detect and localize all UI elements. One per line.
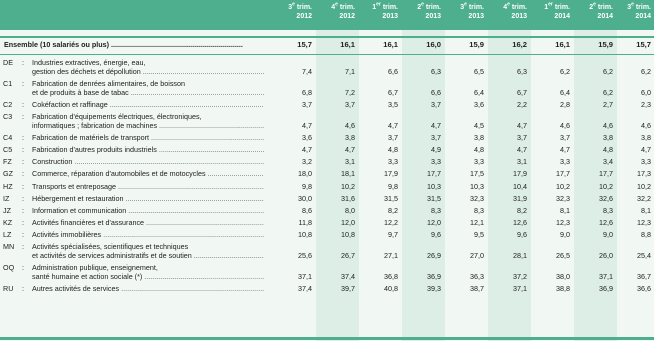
sector-label-line: Fabrication d'autres produits industriels .....: [32, 145, 264, 154]
value-cell: 9,5: [474, 229, 484, 239]
quarter-word: trim.: [337, 4, 355, 11]
value-cell: 4,7: [388, 121, 398, 131]
value-cell: 27,1: [384, 251, 398, 260]
value-cell: 4,7: [517, 121, 527, 131]
value-cell: 25,4: [637, 251, 651, 260]
separator-colon: :: [22, 145, 24, 155]
sector-label: [32, 218, 264, 227]
separator-colon: :: [22, 193, 24, 203]
separator-colon: :: [22, 112, 24, 122]
table-row: [0, 169, 654, 181]
value-cell: 6,7: [517, 88, 527, 97]
column-header-year: 2013: [468, 12, 484, 20]
value-cell: 31,9: [513, 193, 527, 203]
value-cell: 17,7: [427, 169, 441, 179]
value-cell: 3,7: [388, 133, 398, 143]
sector-code: KZ: [3, 217, 13, 227]
value-cell: 39,3: [427, 284, 441, 293]
value-cell: 16,0: [426, 40, 441, 49]
value-cell: 3,1: [345, 157, 355, 167]
bottom-rule: [0, 337, 654, 340]
value-cell: 26,9: [427, 251, 441, 260]
separator-colon: :: [22, 58, 24, 67]
value-cell: 10,2: [599, 181, 613, 191]
sector-label: [32, 263, 264, 281]
table-row: [0, 100, 654, 112]
sector-label: [32, 182, 264, 191]
sector-label-line: Activités spécialisées, scientifiques et techniques: [32, 242, 189, 251]
value-cell: 15,9: [598, 40, 613, 49]
quarter-suffix: e: [631, 1, 634, 8]
value-cell: 4,8: [603, 145, 613, 155]
separator-colon: :: [22, 79, 24, 88]
sector-code: IZ: [3, 193, 10, 203]
sector-label-line: Construction .....: [32, 157, 264, 166]
value-cell: 17,9: [384, 169, 398, 179]
column-header: [358, 1, 398, 30]
sector-code: LZ: [3, 229, 12, 239]
column-header-year: 2014: [597, 12, 613, 20]
value-cell: 7,4: [302, 67, 312, 76]
value-cell: 25,6: [298, 251, 312, 260]
value-cell: 26,0: [599, 251, 613, 260]
quarter-word: trim.: [466, 4, 484, 11]
sector-label: [32, 112, 264, 130]
total-rule: [0, 54, 654, 55]
column-header-year: 2013: [382, 12, 398, 20]
value-cell: 12,0: [427, 217, 441, 227]
sector-label-line: informatiques ; fabrication de machines .....: [32, 121, 264, 130]
value-cell: 3,6: [474, 100, 484, 109]
table-row: [0, 145, 654, 157]
quarter-suffix: e: [292, 1, 295, 8]
value-cell: 36,8: [384, 272, 398, 281]
value-cell: 8,8: [641, 229, 651, 239]
value-cell: 4,7: [345, 145, 355, 155]
value-cell: 9,8: [302, 181, 312, 191]
sector-label-line: Industries extractives, énergie, eau,: [32, 58, 146, 67]
quarter-number: 3: [627, 4, 632, 11]
value-cell: 6,6: [388, 67, 398, 76]
value-cell: 17,9: [513, 169, 527, 179]
value-cell: 18,1: [341, 169, 355, 179]
value-cell: 4,7: [641, 145, 651, 155]
value-cell: 3,8: [474, 133, 484, 143]
sector-label-line: et de produits à base de tabac .....: [32, 88, 264, 97]
table-row: [0, 194, 654, 206]
sector-label: [32, 242, 264, 260]
sector-code: C3: [3, 112, 13, 122]
column-header-quarter: [417, 1, 441, 11]
value-cell: 10,4: [513, 181, 527, 191]
value-cell: 3,8: [641, 133, 651, 143]
quarter-suffix: er: [376, 1, 381, 8]
separator-colon: :: [22, 263, 24, 272]
quarter-number: 2: [417, 4, 422, 11]
quarter-word: trim.: [595, 4, 613, 11]
column-header-quarter: [460, 1, 484, 11]
value-cell: 28,1: [513, 251, 527, 260]
column-header: [315, 1, 355, 30]
sector-label-line: Fabrication d'équipements électriques, électroniques,: [32, 112, 202, 122]
sector-label-line: Activités financières et d'assurance .....: [32, 218, 264, 227]
sector-label-line: Information et communication .....: [32, 206, 264, 215]
sector-label-line: Fabrication de matériels de transport .....: [32, 133, 264, 142]
value-cell: 38,0: [556, 272, 570, 281]
total-label: Ensemble (10 salariés ou plus) ..................................................................: [4, 40, 243, 49]
sector-label-line: Administration publique, enseignement,: [32, 263, 158, 272]
quarter-suffix: e: [507, 1, 510, 8]
sector-label-line: et activités de services administratifs et de soutien .....: [32, 251, 264, 260]
value-cell: 6,6: [431, 88, 441, 97]
value-cell: 17,3: [637, 169, 651, 179]
value-cell: 11,8: [298, 217, 312, 227]
quarter-suffix: e: [421, 1, 424, 8]
value-cell: 7,2: [345, 88, 355, 97]
separator-colon: :: [22, 217, 24, 227]
table-row: [0, 182, 654, 194]
value-cell: 16,2: [512, 40, 527, 49]
value-cell: 39,7: [341, 284, 355, 293]
value-cell: 9,6: [431, 229, 441, 239]
value-cell: 17,7: [599, 169, 613, 179]
value-cell: 8,1: [641, 205, 651, 215]
table-row: [0, 112, 654, 133]
quarter-suffix: e: [464, 1, 467, 8]
value-cell: 3,7: [431, 100, 441, 109]
value-cell: 26,7: [341, 251, 355, 260]
column-header-quarter: [331, 1, 355, 11]
sector-label-line: santé humaine et action sociale (*) .....: [32, 272, 264, 281]
value-cell: 6,2: [641, 67, 651, 76]
value-cell: 31,5: [384, 193, 398, 203]
value-cell: 4,7: [302, 121, 312, 131]
header-rule: [0, 36, 654, 38]
value-cell: 17,7: [556, 169, 570, 179]
value-cell: 8,6: [302, 205, 312, 215]
sector-label-line: Autres activités de services .....: [32, 284, 264, 293]
value-cell: 31,5: [427, 193, 441, 203]
value-cell: 31,6: [341, 193, 355, 203]
separator-colon: :: [22, 284, 24, 293]
value-cell: 4,8: [388, 145, 398, 155]
table-row: [0, 157, 654, 169]
value-cell: 15,7: [297, 40, 312, 49]
sector-label: [32, 58, 264, 76]
sector-code: HZ: [3, 181, 13, 191]
value-cell: 3,7: [560, 133, 570, 143]
value-cell: 15,7: [636, 40, 651, 49]
separator-colon: :: [22, 133, 24, 143]
value-cell: 3,2: [302, 157, 312, 167]
sector-label-line: Cokéfaction et raffinage .....: [32, 100, 264, 109]
value-cell: 3,4: [603, 157, 613, 167]
column-header-quarter: [288, 1, 312, 11]
value-cell: 37,1: [298, 272, 312, 281]
value-cell: 30,0: [298, 193, 312, 203]
value-cell: 36,7: [637, 272, 651, 281]
value-cell: 4,6: [560, 121, 570, 131]
value-cell: 36,6: [637, 284, 651, 293]
table-row: [0, 284, 654, 296]
table-row: [0, 242, 654, 263]
column-header-quarter: [372, 1, 398, 11]
quarter-number: 4: [331, 4, 336, 11]
value-cell: 4,8: [474, 145, 484, 155]
value-cell: 10,2: [341, 181, 355, 191]
value-cell: 3,6: [302, 133, 312, 143]
sector-label-line: Transports et entreposage .....: [32, 182, 264, 191]
sector-code: C4: [3, 133, 13, 143]
quarter-word: trim.: [294, 4, 312, 11]
value-cell: 36,9: [599, 284, 613, 293]
separator-colon: :: [22, 242, 24, 251]
value-cell: 3,8: [345, 133, 355, 143]
value-cell: 2,3: [641, 100, 651, 109]
sector-label-line: Hébergement et restauration .....: [32, 194, 264, 203]
value-cell: 4,5: [474, 121, 484, 131]
sector-code: C2: [3, 100, 13, 109]
value-cell: 4,7: [431, 121, 441, 131]
column-header-year: 2013: [425, 12, 441, 20]
value-cell: 8,3: [431, 205, 441, 215]
table-row: [0, 79, 654, 100]
value-cell: 38,8: [556, 284, 570, 293]
value-cell: 3,8: [603, 133, 613, 143]
quarter-number: 3: [288, 4, 293, 11]
value-cell: 12,6: [513, 217, 527, 227]
sector-code: C5: [3, 145, 13, 155]
column-header: [272, 1, 312, 30]
separator-colon: :: [22, 100, 24, 109]
column-header-year: 2014: [554, 12, 570, 20]
sector-code: OQ: [3, 263, 15, 272]
quarter-suffix: er: [548, 1, 553, 8]
column-header-quarter: [503, 1, 527, 11]
sector-label-line: Activités immobilières .....: [32, 230, 264, 239]
value-cell: 8,0: [345, 205, 355, 215]
value-cell: 6,3: [431, 67, 441, 76]
value-cell: 6,2: [560, 67, 570, 76]
column-header: [401, 1, 441, 30]
separator-colon: :: [22, 157, 24, 167]
sector-label: [32, 169, 264, 178]
value-cell: 8,3: [603, 205, 613, 215]
value-cell: 27,0: [470, 251, 484, 260]
value-cell: 3,3: [560, 157, 570, 167]
value-cell: 4,9: [431, 145, 441, 155]
quarter-number: 2: [589, 4, 594, 11]
value-cell: 8,2: [388, 205, 398, 215]
value-cell: 40,8: [384, 284, 398, 293]
value-cell: 6,3: [517, 67, 527, 76]
sector-code: DE: [3, 58, 13, 67]
sector-code: GZ: [3, 169, 13, 179]
value-cell: 4,6: [641, 121, 651, 131]
quarter-number: 1: [544, 4, 549, 11]
value-cell: 9,8: [388, 181, 398, 191]
value-cell: 4,7: [517, 145, 527, 155]
value-cell: 32,3: [470, 193, 484, 203]
sector-code: FZ: [3, 157, 12, 167]
quarter-number: 4: [503, 4, 508, 11]
value-cell: 10,3: [427, 181, 441, 191]
value-cell: 12,0: [341, 217, 355, 227]
value-cell: 10,8: [341, 229, 355, 239]
value-cell: 3,7: [517, 133, 527, 143]
value-cell: 37,4: [298, 284, 312, 293]
sector-label: [32, 230, 264, 239]
value-cell: 32,2: [637, 193, 651, 203]
value-cell: 3,3: [431, 157, 441, 167]
sector-label: [32, 100, 264, 109]
value-cell: 32,6: [599, 193, 613, 203]
value-cell: 12,6: [599, 217, 613, 227]
value-cell: 2,2: [517, 100, 527, 109]
sector-label: [32, 145, 264, 154]
value-cell: 8,1: [560, 205, 570, 215]
sector-label: [32, 194, 264, 203]
column-header-quarter: [544, 1, 570, 11]
quarter-number: 1: [372, 4, 377, 11]
column-header-quarter: [589, 1, 613, 11]
value-cell: 6,2: [603, 67, 613, 76]
table-row: [0, 218, 654, 230]
value-cell: 12,3: [556, 217, 570, 227]
sector-code: C1: [3, 79, 13, 88]
value-cell: 3,5: [388, 100, 398, 109]
quarter-word: trim.: [552, 4, 570, 11]
column-header: [530, 1, 570, 30]
column-header-year: 2014: [635, 12, 651, 20]
value-cell: 3,3: [641, 157, 651, 167]
table-row: [0, 133, 654, 145]
quarter-number: 3: [460, 4, 465, 11]
value-cell: 9,7: [388, 229, 398, 239]
quarter-word: trim.: [380, 4, 398, 11]
value-cell: 32,3: [556, 193, 570, 203]
quarter-suffix: e: [335, 1, 338, 8]
separator-colon: :: [22, 169, 24, 179]
sector-label: [32, 79, 264, 97]
value-cell: 7,1: [345, 67, 355, 76]
sector-code: JZ: [3, 205, 11, 215]
value-cell: 6,8: [302, 88, 312, 97]
sector-label: [32, 284, 264, 293]
value-cell: 4,6: [345, 121, 355, 131]
quarter-word: trim.: [423, 4, 441, 11]
value-cell: 6,7: [388, 88, 398, 97]
value-cell: 3,3: [388, 157, 398, 167]
table-row: [0, 230, 654, 242]
value-cell: 10,8: [298, 229, 312, 239]
value-cell: 10,2: [556, 181, 570, 191]
total-row: [0, 40, 654, 52]
value-cell: 8,2: [517, 205, 527, 215]
value-cell: 36,3: [470, 272, 484, 281]
sector-label-line: gestion des déchets et dépollution .....: [32, 67, 264, 76]
column-header-quarter: [627, 1, 651, 11]
value-cell: 37,1: [599, 272, 613, 281]
sector-label-line: Commerce, réparation d'automobiles et de motocycles .....: [32, 169, 264, 178]
value-cell: 12,3: [637, 217, 651, 227]
table-row: [0, 206, 654, 218]
value-cell: 36,9: [427, 272, 441, 281]
table-row: [0, 58, 654, 79]
column-header: [487, 1, 527, 30]
value-cell: 16,1: [555, 40, 570, 49]
value-cell: 16,1: [383, 40, 398, 49]
value-cell: 3,7: [302, 100, 312, 109]
quarter-word: trim.: [633, 4, 651, 11]
value-cell: 2,8: [560, 100, 570, 109]
value-cell: 12,2: [384, 217, 398, 227]
sector-label-line: Fabrication de denrées alimentaires, de boisson: [32, 79, 186, 88]
value-cell: 3,7: [345, 100, 355, 109]
value-cell: 6,4: [474, 88, 484, 97]
column-header-year: 2012: [339, 12, 355, 20]
quarter-suffix: e: [593, 1, 596, 8]
value-cell: 16,1: [340, 40, 355, 49]
value-cell: 6,5: [474, 67, 484, 76]
sector-code: RU: [3, 284, 14, 293]
column-header-year: 2012: [296, 12, 312, 20]
value-cell: 3,1: [517, 157, 527, 167]
value-cell: 38,7: [470, 284, 484, 293]
value-cell: 3,3: [474, 157, 484, 167]
value-cell: 12,1: [470, 217, 484, 227]
value-cell: 4,6: [603, 121, 613, 131]
value-cell: 8,3: [474, 205, 484, 215]
column-header: [611, 1, 651, 30]
value-cell: 18,0: [298, 169, 312, 179]
value-cell: 37,1: [513, 284, 527, 293]
separator-colon: :: [22, 205, 24, 215]
table-row: [0, 263, 654, 284]
value-cell: 6,4: [560, 88, 570, 97]
value-cell: 10,3: [470, 181, 484, 191]
value-cell: 37,2: [513, 272, 527, 281]
value-cell: 4,7: [560, 145, 570, 155]
value-cell: 26,5: [556, 251, 570, 260]
value-cell: 6,2: [603, 88, 613, 97]
separator-colon: :: [22, 181, 24, 191]
value-cell: 17,5: [470, 169, 484, 179]
value-cell: 9,0: [560, 229, 570, 239]
value-cell: 4,7: [302, 145, 312, 155]
sector-code: MN: [3, 242, 15, 251]
value-cell: 15,9: [469, 40, 484, 49]
value-cell: 3,7: [431, 133, 441, 143]
quarter-word: trim.: [509, 4, 527, 11]
column-header: [573, 1, 613, 30]
sector-label: [32, 157, 264, 166]
column-header: [444, 1, 484, 30]
value-cell: 2,7: [603, 100, 613, 109]
value-cell: 9,0: [603, 229, 613, 239]
value-cell: 6,0: [641, 88, 651, 97]
value-cell: 37,4: [341, 272, 355, 281]
value-cell: 10,2: [637, 181, 651, 191]
value-cell: 9,6: [517, 229, 527, 239]
column-header-year: 2013: [511, 12, 527, 20]
separator-colon: :: [22, 229, 24, 239]
sector-label: [32, 206, 264, 215]
sector-label: [32, 133, 264, 142]
